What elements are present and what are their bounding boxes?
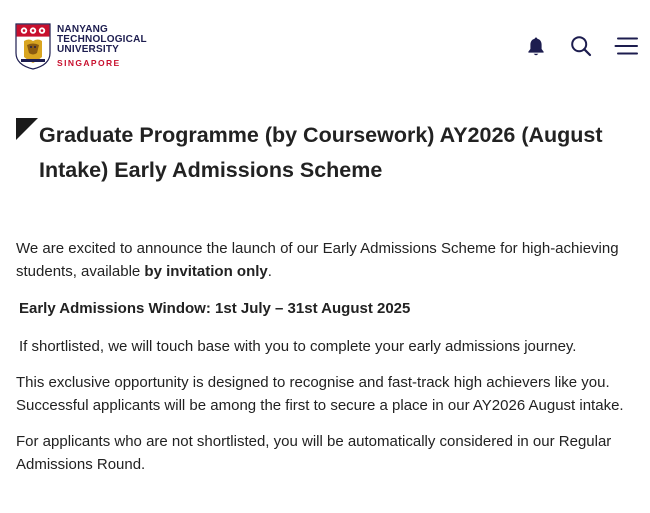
- title-corner-marker: [16, 118, 38, 140]
- ntu-crest-icon: [15, 23, 51, 70]
- logo-sub: SINGAPORE: [57, 58, 121, 68]
- search-icon: [570, 35, 592, 57]
- intro-text: We are excited to announce the launch of our Early Admissions Scheme for high-achieving students, available: [16, 240, 619, 280]
- article-heading: [16, 118, 636, 188]
- notification-bell-button[interactable]: [524, 34, 548, 58]
- shortlisted-paragraph: If shortlisted, we will touch base with you to complete your early admissions journey.: [19, 337, 577, 355]
- logo-line-3: UNIVERSITY: [57, 44, 120, 55]
- ntu-logo[interactable]: [15, 23, 147, 70]
- page-title: Graduate Programme (by Coursework) AY2026 (August Intake) Early Admissions Scheme: [39, 123, 603, 182]
- intro-bold-text: by invitation only: [144, 262, 268, 280]
- not-shortlisted-paragraph: For applicants who are not shortlisted, you will be automatically considered in our Regular Admissions Round.: [16, 433, 612, 473]
- header-actions: [524, 34, 638, 58]
- intro-paragraph: [16, 238, 636, 283]
- logo-line-1: NANYANG: [57, 24, 109, 35]
- search-button[interactable]: [569, 34, 593, 58]
- bell-icon: [526, 36, 546, 57]
- intro-end: .: [267, 262, 272, 280]
- exclusive-paragraph: This exclusive opportunity is designed to recognise and fast-track high achievers like you. Successful applicants will be among the first to secure a place in our AY2026 August intake.: [16, 374, 624, 414]
- admissions-window: Early Admissions Window: 1st July – 31st August 2025: [19, 300, 411, 317]
- site-header: [0, 0, 650, 80]
- article-body: [16, 238, 636, 476]
- menu-icon: [614, 36, 638, 56]
- logo-line-2: TECHNOLOGICAL: [57, 34, 147, 45]
- menu-button[interactable]: [614, 34, 638, 58]
